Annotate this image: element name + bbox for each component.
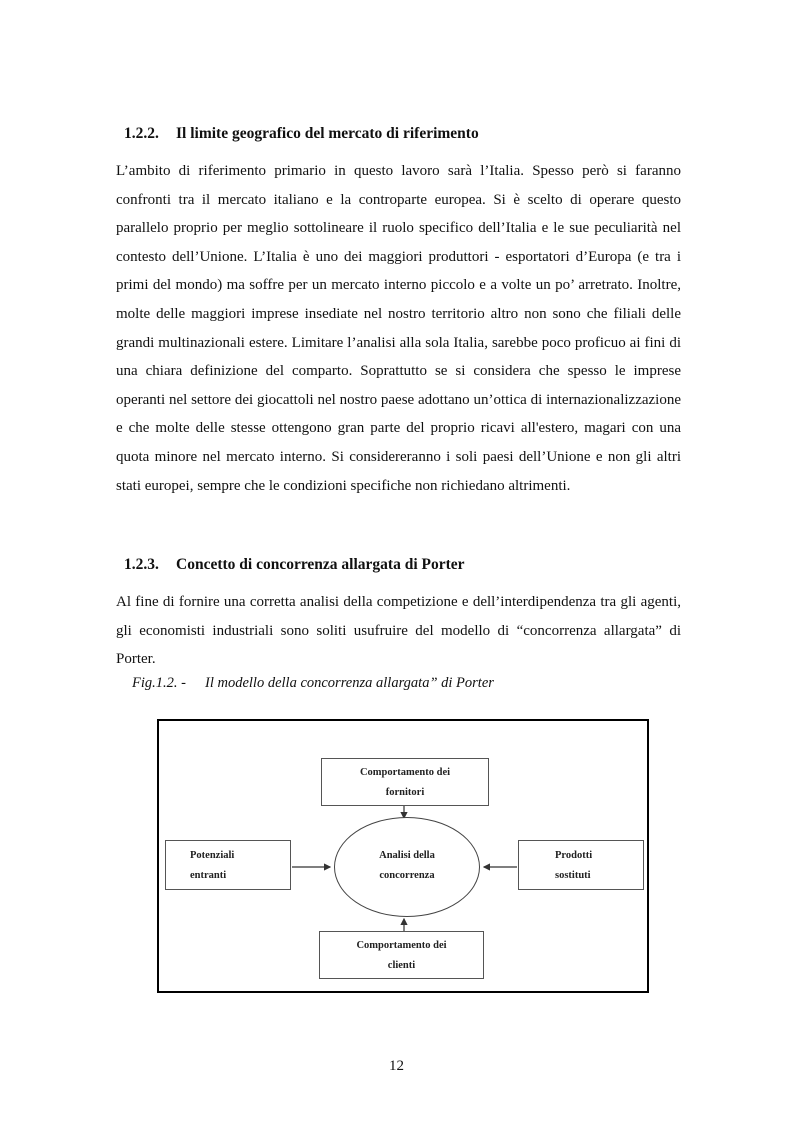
section-paragraph-2: Al fine di fornire una corretta analisi della competizione e dell’interdipendenza tra gli agenti, gli economisti industriali sono soliti usufruire del modello di “concorrenza allargata” di Porter. xyxy=(116,594,681,668)
center-label-line1: Analisi della xyxy=(379,850,435,861)
entrants-label-line2: entranti xyxy=(190,870,227,881)
center-label-line2: concorrenza xyxy=(379,870,435,881)
customers-label-line2: clienti xyxy=(387,960,416,971)
section-title: Il limite geografico del mercato di riferimento xyxy=(176,125,479,142)
figure-caption xyxy=(132,675,494,692)
section-paragraph-1: L’ambito di riferimento primario in questo lavoro sarà l’Italia. Spesso però si faranno confronti tra il mercato italiano e la controparte europea. Si è scelto di operare questo parallelo proprio per meglio sottolineare il ruolo specifico dell’Italia e le sue peculiarità nel contesto dell’Unione. L’Italia è uno dei maggiori produttori - esportatori d’Europa (e tra i primi del mondo) ma soffre per un mercato interno piccolo e a volte un po’ arretrato. Inoltre, molte delle maggiori imprese insediate nel nostro territorio altro non sono che filiali delle grandi multinazionali estere. Limitare l’analisi alla sola Italia, sarebbe poco proficuo ai fini di una chiara definizione del comparto. Soprattutto se si considera che spesso le imprese operanti nel settore dei giocattoli nel nostro paese adottano un’ottica di internazionalizzazione e che molte delle stesse ottengono gran parte del proprio ricavi all'estero, magari con una quota minore nel mercato interno. Si considereranno i soli paesi dell’Unione e non gli altri stati europei, sempre che le condizioni specifiche non richiedano altrimenti. xyxy=(116,163,681,494)
figure-label: Fig.1.2. - xyxy=(132,675,186,691)
suppliers-label-line1: Comportamento dei xyxy=(359,767,451,778)
competition-analysis-ellipse xyxy=(334,817,480,917)
entrants-label-line1: Potenziali xyxy=(190,850,235,861)
substitute-products-box xyxy=(518,840,644,890)
substitutes-label-line2: sostituti xyxy=(555,870,591,881)
section-number: 1.2.2. xyxy=(124,125,159,142)
substitutes-label-line1: Prodotti xyxy=(555,850,593,861)
suppliers-box xyxy=(321,758,489,806)
potential-entrants-box xyxy=(165,840,291,890)
section-title: Concetto di concorrenza allargata di Porter xyxy=(176,556,465,573)
figure-caption-text: Il modello della concorrenza allargata” di Porter xyxy=(205,675,494,691)
section-heading-1-2-3 xyxy=(124,556,465,574)
customers-label-line1: Comportamento dei xyxy=(356,940,447,951)
section-number: 1.2.3. xyxy=(124,556,159,573)
suppliers-label-line2: fornitori xyxy=(385,787,425,798)
page-number: 12 xyxy=(389,1058,404,1074)
section-heading-1-2-2 xyxy=(124,125,479,143)
customers-box xyxy=(319,931,484,979)
porter-diagram xyxy=(157,719,649,993)
